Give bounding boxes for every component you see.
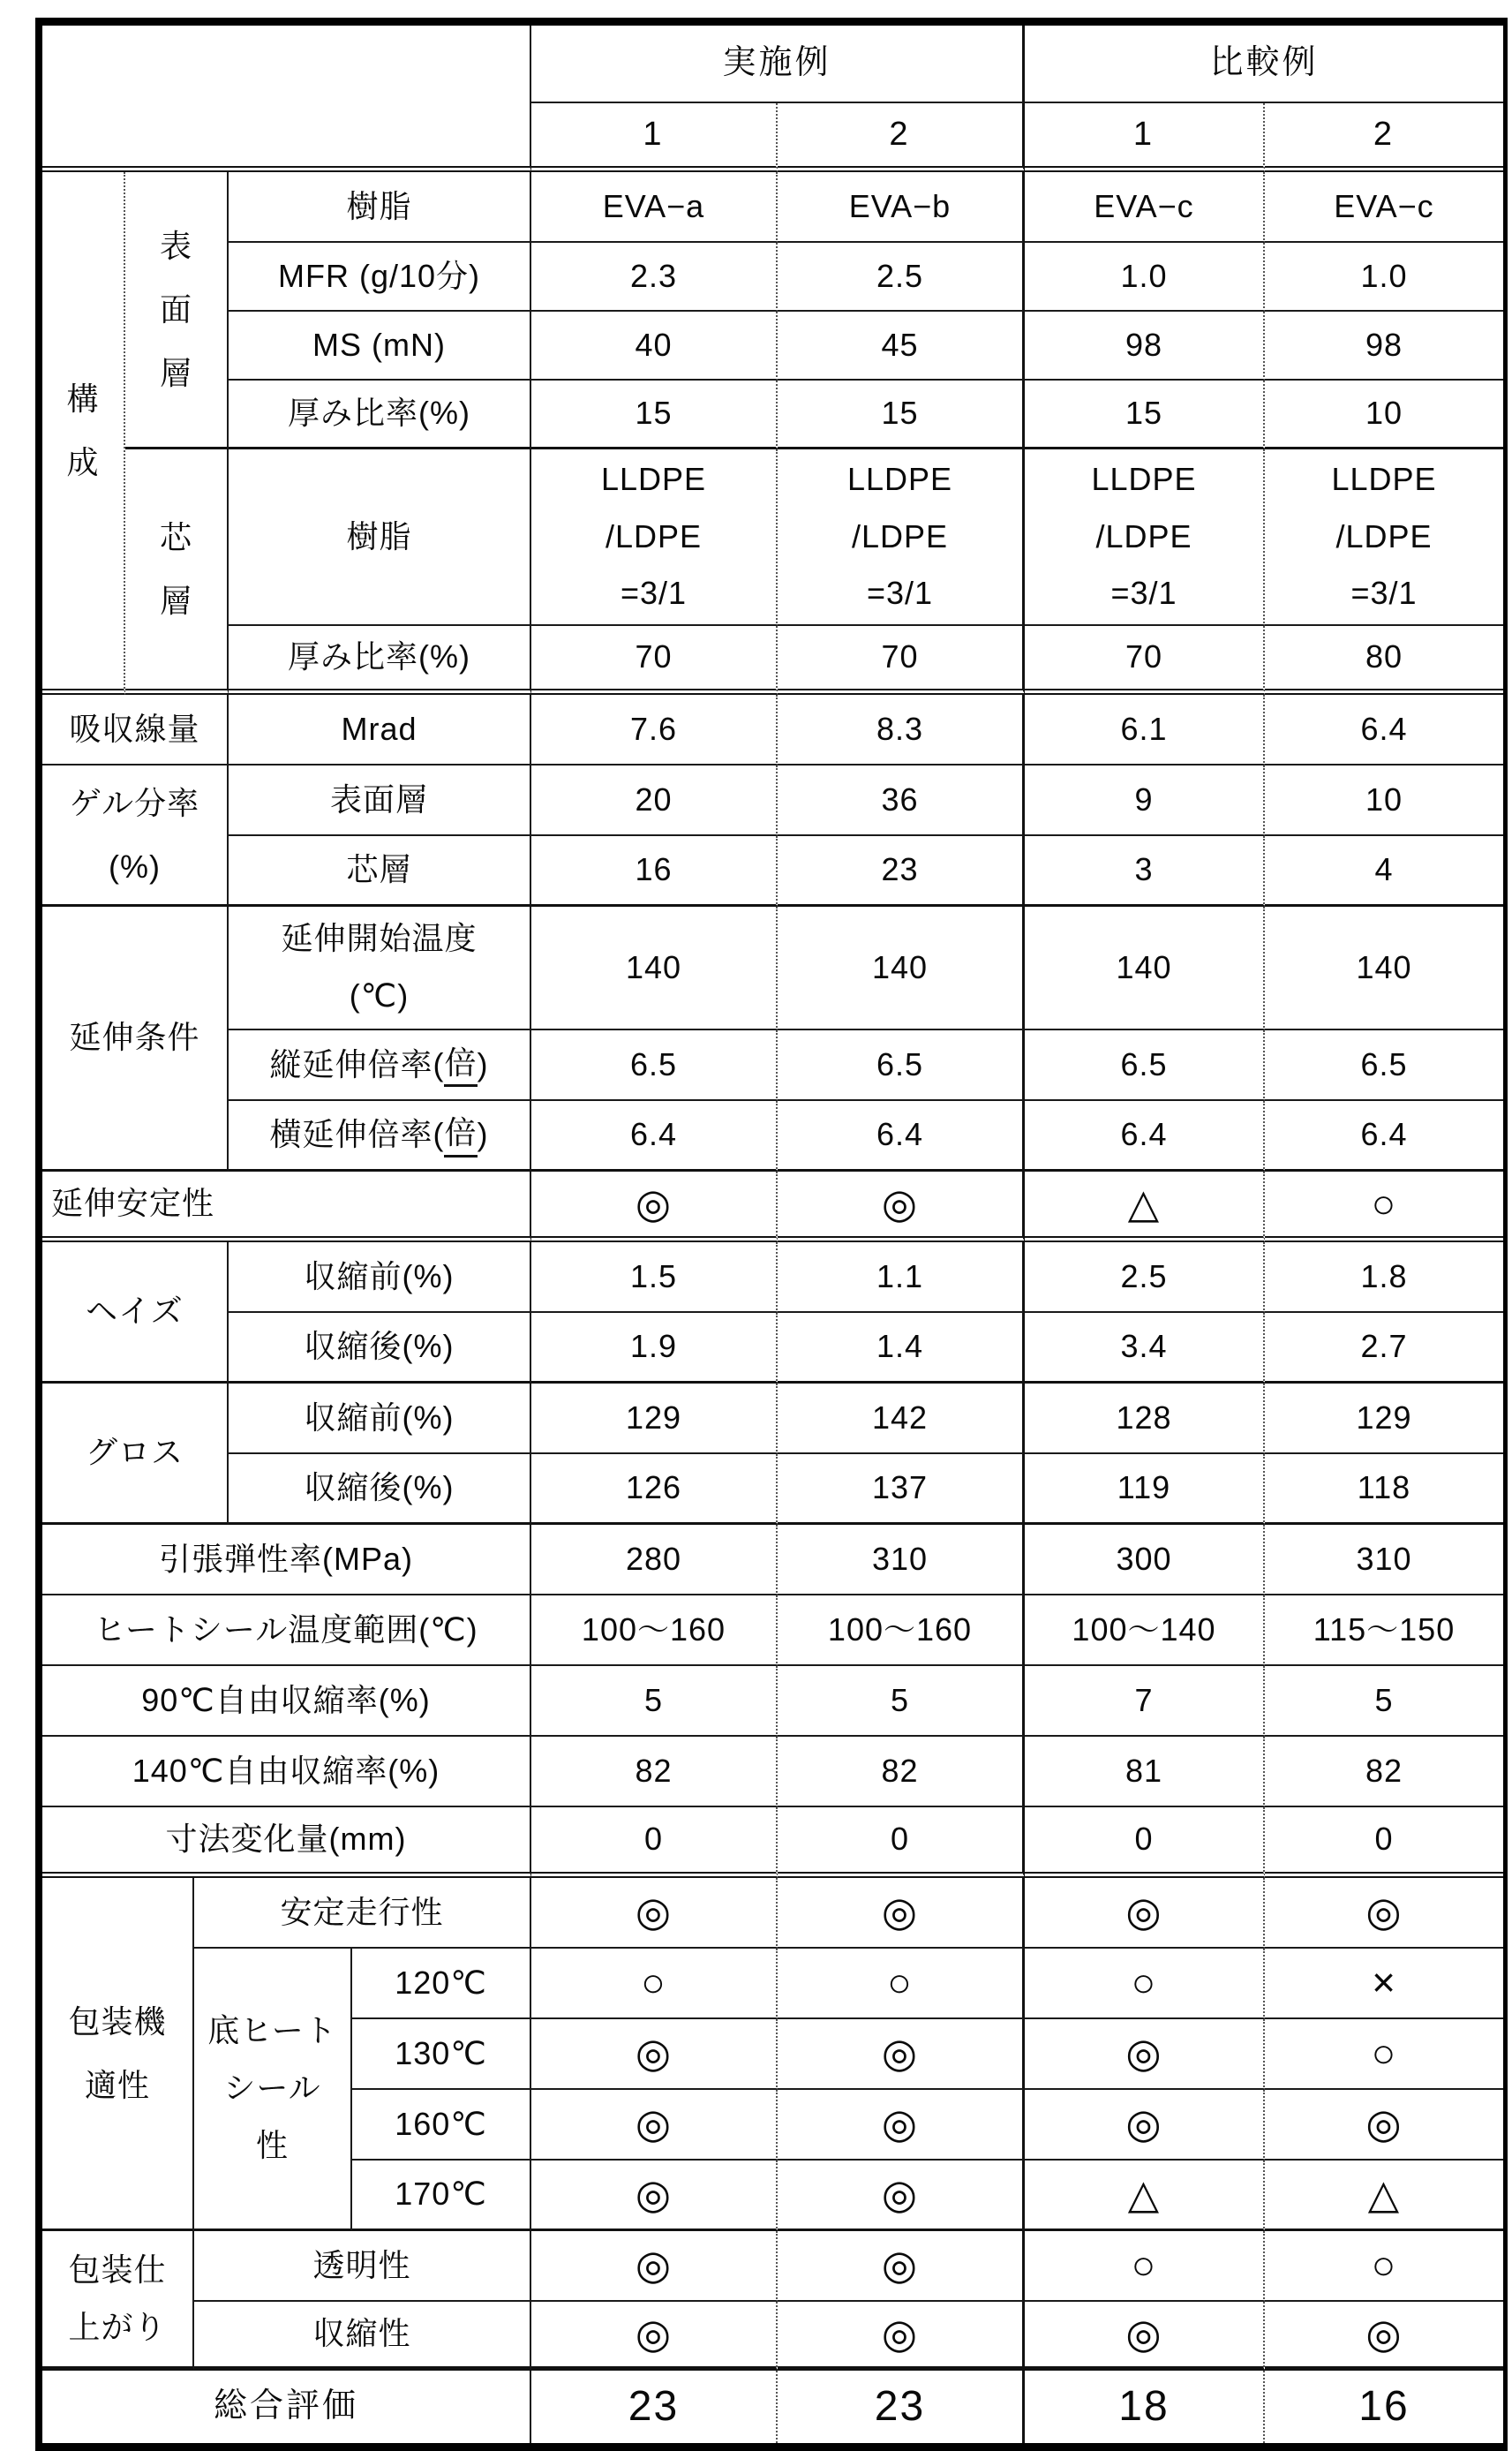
header-col-example-2: 2 <box>778 103 1025 172</box>
row-label-ms: MS (mN) <box>229 312 531 381</box>
row-label-tensile-modulus: 引張弾性率(MPa) <box>42 1525 531 1595</box>
row-label-heatseal-range: ヒートシール温度範囲(℃) <box>42 1595 531 1666</box>
cell-md-ratio-1: 6.5 <box>531 1030 778 1101</box>
cell-ms-2: 45 <box>778 312 1025 381</box>
cell-thickness-core-3: 70 <box>1025 626 1265 695</box>
section-label-packaging-finish: 包装仕 上がり <box>42 2231 194 2371</box>
row-label-resin-surface: 樹脂 <box>229 172 531 243</box>
cell-overall-3: 18 <box>1025 2371 1265 2443</box>
row-label-thickness-core: 厚み比率(%) <box>229 626 531 695</box>
cell-seal130-4: ○ <box>1265 2019 1503 2090</box>
cell-haze-before-2: 1.1 <box>778 1242 1025 1313</box>
cell-thickness-surface-3: 15 <box>1025 381 1265 449</box>
cell-mfr-4: 1.0 <box>1265 243 1503 312</box>
cell-stretch-temp-1: 140 <box>531 907 778 1030</box>
cell-shrink90-1: 5 <box>531 1666 778 1737</box>
md-ratio-close-paren: ) <box>477 1045 489 1082</box>
td-ratio-close-paren: ) <box>477 1116 489 1153</box>
cell-ms-3: 98 <box>1025 312 1265 381</box>
cell-haze-before-1: 1.5 <box>531 1242 778 1313</box>
cell-shrink140-2: 82 <box>778 1737 1025 1807</box>
cell-shrinkability-2: ◎ <box>778 2302 1025 2371</box>
row-label-seal-130: 130℃ <box>352 2019 531 2090</box>
cell-overall-1: 23 <box>531 2371 778 2443</box>
cell-haze-after-2: 1.4 <box>778 1313 1025 1384</box>
cell-mfr-1: 2.3 <box>531 243 778 312</box>
row-label-shrinkability: 収縮性 <box>194 2302 531 2371</box>
row-label-gel-core: 芯層 <box>229 836 531 907</box>
section-label-gloss: グロス <box>42 1384 229 1525</box>
cell-gel-surface-4: 10 <box>1265 765 1503 836</box>
header-col-comparative-2: 2 <box>1265 103 1503 172</box>
cell-gloss-after-4: 118 <box>1265 1454 1503 1525</box>
cell-haze-after-4: 2.7 <box>1265 1313 1503 1384</box>
cell-resin-surface-2: EVA−b <box>778 172 1025 243</box>
cell-tensile-4: 310 <box>1265 1525 1503 1595</box>
cell-td-ratio-3: 6.4 <box>1025 1101 1265 1172</box>
cell-mrad-2: 8.3 <box>778 695 1025 765</box>
row-label-shrink-90c: 90℃自由収縮率(%) <box>42 1666 531 1737</box>
row-label-seal-120: 120℃ <box>352 1949 531 2019</box>
cell-dimension-2: 0 <box>778 1807 1025 1878</box>
cell-transparency-3: ○ <box>1025 2231 1265 2302</box>
cell-gloss-before-2: 142 <box>778 1384 1025 1454</box>
row-label-shrink-140c: 140℃自由収縮率(%) <box>42 1737 531 1807</box>
cell-overall-2: 23 <box>778 2371 1025 2443</box>
section-label-packaging-machine: 包装機 適性 <box>42 1878 194 2231</box>
cell-gel-surface-2: 36 <box>778 765 1025 836</box>
cell-dimension-3: 0 <box>1025 1807 1265 1878</box>
cell-shrink90-3: 7 <box>1025 1666 1265 1737</box>
cell-gel-core-1: 16 <box>531 836 778 907</box>
cell-stretch-stability-2: ◎ <box>778 1172 1025 1242</box>
cell-td-ratio-1: 6.4 <box>531 1101 778 1172</box>
cell-shrink140-1: 82 <box>531 1737 778 1807</box>
cell-gloss-before-4: 129 <box>1265 1384 1503 1454</box>
row-label-stable-running: 安定走行性 <box>194 1878 531 1949</box>
td-ratio-unit-underlined: 倍 <box>444 1112 477 1158</box>
cell-resin-core-3: LLDPE /LDPE =3/1 <box>1025 449 1265 626</box>
cell-haze-after-1: 1.9 <box>531 1313 778 1384</box>
cell-shrink140-3: 81 <box>1025 1737 1265 1807</box>
cell-shrink90-2: 5 <box>778 1666 1025 1737</box>
header-group-comparative: 比較例 <box>1025 26 1503 103</box>
section-label-core-layer: 芯 層 <box>125 449 229 695</box>
cell-mfr-3: 1.0 <box>1025 243 1265 312</box>
patent-comparison-table <box>35 18 1508 2451</box>
cell-transparency-4: ○ <box>1265 2231 1503 2302</box>
cell-seal160-2: ◎ <box>778 2090 1025 2161</box>
cell-seal120-4: × <box>1265 1949 1503 2019</box>
cell-gloss-before-1: 129 <box>531 1384 778 1454</box>
cell-gel-surface-3: 9 <box>1025 765 1265 836</box>
cell-seal160-1: ◎ <box>531 2090 778 2161</box>
cell-thickness-surface-1: 15 <box>531 381 778 449</box>
cell-transparency-2: ◎ <box>778 2231 1025 2302</box>
cell-stretch-stability-1: ◎ <box>531 1172 778 1242</box>
cell-shrinkability-3: ◎ <box>1025 2302 1265 2371</box>
row-label-stretch-start-temp: 延伸開始温度 (℃) <box>229 907 531 1030</box>
cell-tensile-3: 300 <box>1025 1525 1265 1595</box>
row-label-dimension-change: 寸法変化量(mm) <box>42 1807 531 1878</box>
cell-seal160-4: ◎ <box>1265 2090 1503 2161</box>
cell-stretch-temp-2: 140 <box>778 907 1025 1030</box>
row-label-transparency: 透明性 <box>194 2231 531 2302</box>
cell-gel-surface-1: 20 <box>531 765 778 836</box>
header-blank-cell <box>42 26 531 172</box>
cell-seal170-4: △ <box>1265 2161 1503 2231</box>
cell-resin-surface-1: EVA−a <box>531 172 778 243</box>
cell-transparency-1: ◎ <box>531 2231 778 2302</box>
row-label-gloss-before: 収縮前(%) <box>229 1384 531 1454</box>
cell-tensile-2: 310 <box>778 1525 1025 1595</box>
section-label-composition: 構 成 <box>42 172 125 695</box>
section-label-stretch-conditions: 延伸条件 <box>42 907 229 1172</box>
row-label-seal-170: 170℃ <box>352 2161 531 2231</box>
cell-ms-1: 40 <box>531 312 778 381</box>
section-label-bottom-heatseal: 底ヒート シール 性 <box>194 1949 352 2231</box>
cell-heatseal-2: 100〜160 <box>778 1595 1025 1666</box>
row-label-thickness-surface: 厚み比率(%) <box>229 381 531 449</box>
cell-haze-after-3: 3.4 <box>1025 1313 1265 1384</box>
cell-heatseal-1: 100〜160 <box>531 1595 778 1666</box>
cell-gel-core-3: 3 <box>1025 836 1265 907</box>
cell-thickness-core-1: 70 <box>531 626 778 695</box>
cell-resin-surface-4: EVA−c <box>1265 172 1503 243</box>
cell-gloss-after-2: 137 <box>778 1454 1025 1525</box>
cell-stable-running-1: ◎ <box>531 1878 778 1949</box>
cell-gloss-before-3: 128 <box>1025 1384 1265 1454</box>
cell-mrad-3: 6.1 <box>1025 695 1265 765</box>
cell-seal120-1: ○ <box>531 1949 778 2019</box>
cell-resin-core-4: LLDPE /LDPE =3/1 <box>1265 449 1503 626</box>
cell-td-ratio-2: 6.4 <box>778 1101 1025 1172</box>
cell-ms-4: 98 <box>1265 312 1503 381</box>
cell-stable-running-4: ◎ <box>1265 1878 1503 1949</box>
cell-md-ratio-2: 6.5 <box>778 1030 1025 1101</box>
cell-gloss-after-3: 119 <box>1025 1454 1265 1525</box>
md-ratio-prefix: 縦延伸倍率( <box>269 1045 445 1082</box>
cell-mrad-4: 6.4 <box>1265 695 1503 765</box>
header-col-comparative-1: 1 <box>1025 103 1265 172</box>
section-label-absorbed-dose: 吸収線量 <box>42 695 229 765</box>
cell-md-ratio-4: 6.5 <box>1265 1030 1503 1101</box>
md-ratio-unit-underlined: 倍 <box>444 1043 477 1088</box>
cell-haze-before-3: 2.5 <box>1025 1242 1265 1313</box>
header-group-examples: 実施例 <box>531 26 1025 103</box>
cell-td-ratio-4: 6.4 <box>1265 1101 1503 1172</box>
cell-shrink90-4: 5 <box>1265 1666 1503 1737</box>
cell-overall-4: 16 <box>1358 2382 1410 2430</box>
row-label-overall-evaluation: 総合評価 <box>42 2371 531 2443</box>
cell-resin-core-1: LLDPE /LDPE =3/1 <box>531 449 778 626</box>
row-label-haze-before: 収縮前(%) <box>229 1242 531 1313</box>
cell-md-ratio-3: 6.5 <box>1025 1030 1265 1101</box>
cell-haze-before-4: 1.8 <box>1265 1242 1503 1313</box>
cell-mfr-2: 2.5 <box>778 243 1025 312</box>
cell-gel-core-4: 4 <box>1265 836 1503 907</box>
row-label-gel-surface: 表面層 <box>229 765 531 836</box>
row-label-mfr: MFR (g/10分) <box>229 243 531 312</box>
row-label-mrad: Mrad <box>229 695 531 765</box>
cell-thickness-surface-4: 10 <box>1265 381 1503 449</box>
cell-seal130-2: ◎ <box>778 2019 1025 2090</box>
cell-tensile-1: 280 <box>531 1525 778 1595</box>
cell-dimension-4: 0 <box>1265 1807 1503 1878</box>
cell-stable-running-2: ◎ <box>778 1878 1025 1949</box>
cell-seal160-3: ◎ <box>1025 2090 1265 2161</box>
section-label-gel-fraction: ゲル分率 (%) <box>42 765 229 907</box>
td-ratio-prefix: 横延伸倍率( <box>269 1116 445 1153</box>
section-label-stretch-stability: 延伸安定性 <box>42 1172 531 1242</box>
cell-stretch-stability-4: ○ <box>1265 1172 1503 1242</box>
row-label-md-stretch-ratio <box>229 1030 531 1101</box>
cell-stretch-temp-3: 140 <box>1025 907 1265 1030</box>
cell-heatseal-4: 115〜150 <box>1265 1595 1503 1666</box>
cell-thickness-core-4: 80 <box>1265 626 1503 695</box>
cell-seal170-2: ◎ <box>778 2161 1025 2231</box>
cell-seal170-1: ◎ <box>531 2161 778 2231</box>
cell-gloss-after-1: 126 <box>531 1454 778 1525</box>
row-label-resin-core: 樹脂 <box>229 449 531 626</box>
cell-seal120-2: ○ <box>778 1949 1025 2019</box>
cell-shrinkability-1: ◎ <box>531 2302 778 2371</box>
cell-thickness-surface-2: 15 <box>778 381 1025 449</box>
cell-seal130-3: ◎ <box>1025 2019 1265 2090</box>
cell-stretch-stability-3: △ <box>1025 1172 1265 1242</box>
cell-seal120-3: ○ <box>1025 1949 1265 2019</box>
header-col-example-1: 1 <box>531 103 778 172</box>
cell-gel-core-2: 23 <box>778 836 1025 907</box>
cell-resin-core-2: LLDPE /LDPE =3/1 <box>778 449 1025 626</box>
row-label-td-stretch-ratio <box>229 1101 531 1172</box>
cell-mrad-1: 7.6 <box>531 695 778 765</box>
cell-shrinkability-4: ◎ <box>1265 2302 1503 2371</box>
cell-shrink140-4: 82 <box>1265 1737 1503 1807</box>
cell-stretch-temp-4: 140 <box>1265 907 1503 1030</box>
section-label-haze: ヘイズ <box>42 1242 229 1384</box>
row-label-gloss-after: 収縮後(%) <box>229 1454 531 1525</box>
cell-dimension-1: 0 <box>531 1807 778 1878</box>
cell-resin-surface-3: EVA−c <box>1025 172 1265 243</box>
cell-stable-running-3: ◎ <box>1025 1878 1265 1949</box>
cell-seal130-1: ◎ <box>531 2019 778 2090</box>
cell-heatseal-3: 100〜140 <box>1025 1595 1265 1666</box>
section-label-surface-layer: 表 面 層 <box>125 172 229 449</box>
cell-thickness-core-2: 70 <box>778 626 1025 695</box>
row-label-seal-160: 160℃ <box>352 2090 531 2161</box>
row-label-haze-after: 収縮後(%) <box>229 1313 531 1384</box>
cell-seal170-3: △ <box>1025 2161 1265 2231</box>
